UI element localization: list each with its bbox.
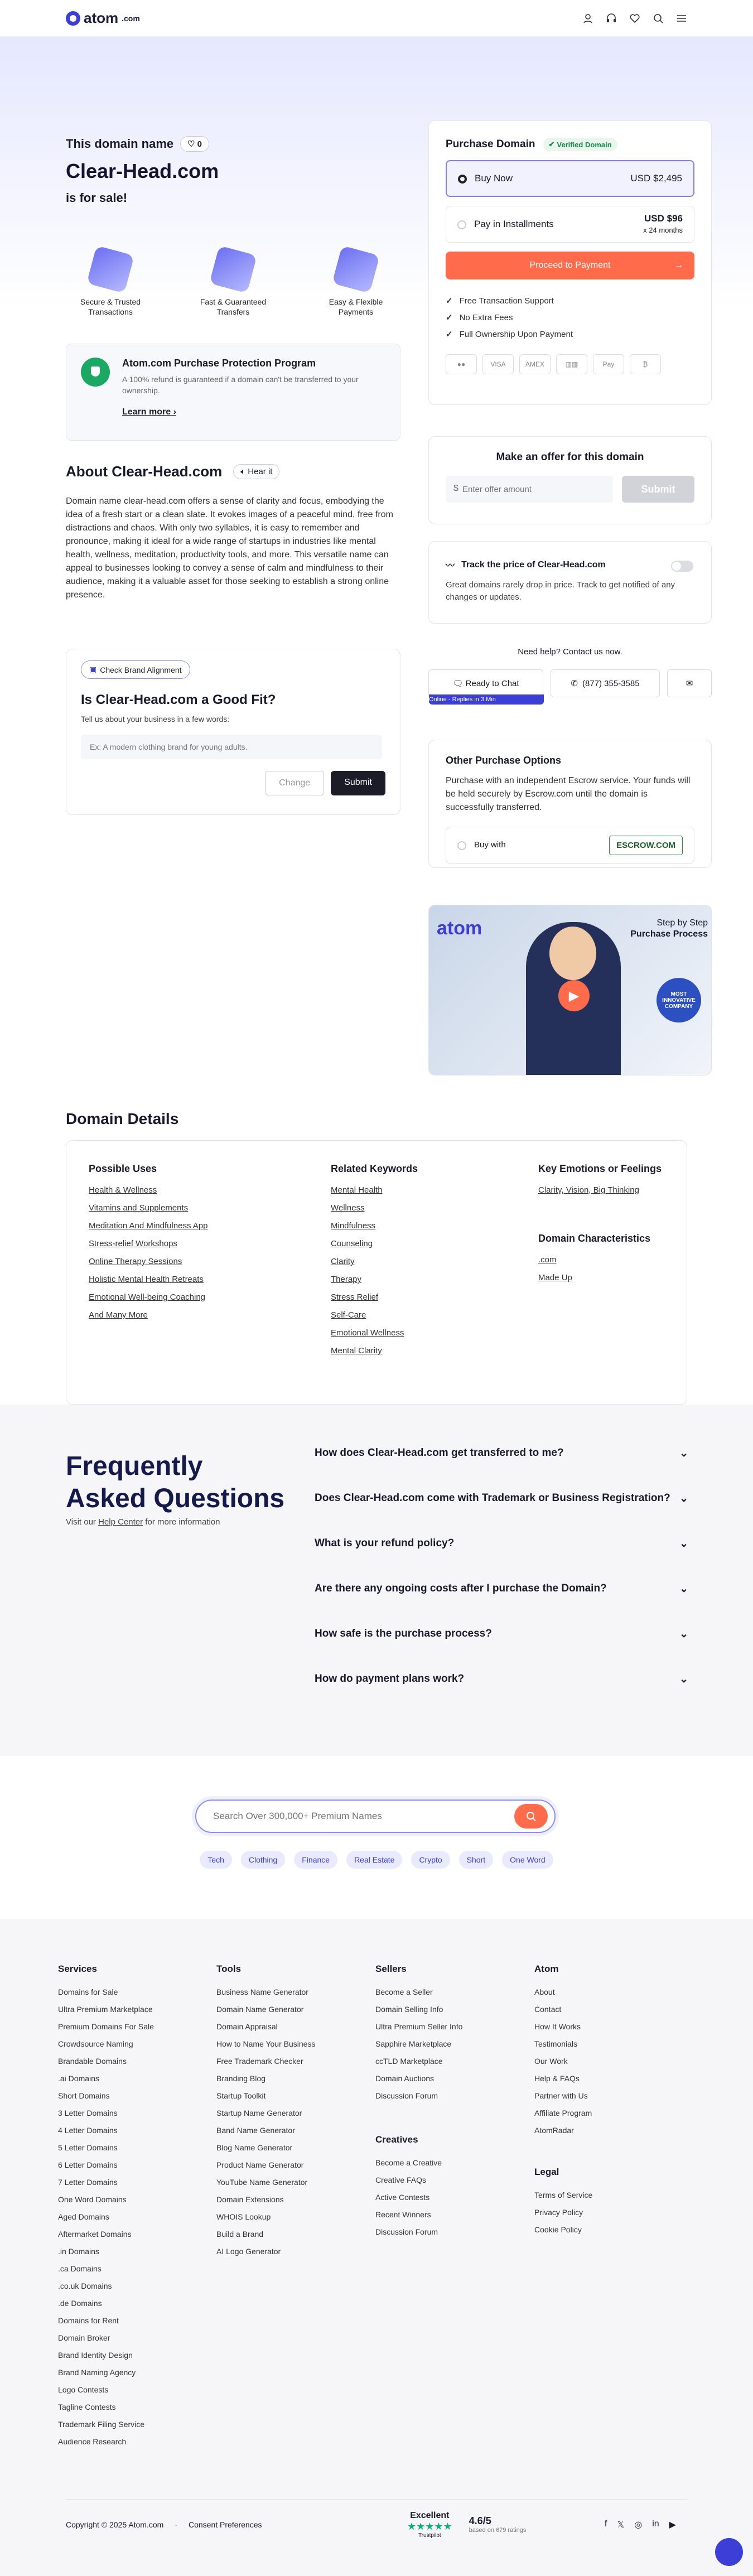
search-icon[interactable]	[653, 13, 664, 24]
keyword-link[interactable]: Wellness	[331, 1203, 365, 1213]
use-link[interactable]: Online Therapy Sessions	[89, 1257, 182, 1266]
footer-link[interactable]: AtomRadar	[534, 2126, 574, 2135]
footer-link[interactable]: Domain Name Generator	[216, 2005, 304, 2014]
award-badge: MOST INNOVATIVE COMPANY	[657, 978, 701, 1022]
use-link[interactable]: Emotional Well-being Coaching	[89, 1292, 206, 1302]
footer-link[interactable]: Cookie Policy	[534, 2225, 582, 2234]
footer-link[interactable]: Premium Domains For Sale	[58, 2022, 154, 2031]
use-link[interactable]: Health & Wellness	[89, 1185, 157, 1195]
footer-legal: Legal Terms of Service Privacy Policy Cookie Policy	[534, 2167, 679, 2239]
footer-link[interactable]: Domains for Rent	[58, 2316, 119, 2325]
user-icon[interactable]	[582, 13, 593, 24]
feature-payments: Easy & Flexible Payments	[311, 250, 400, 317]
submit-button[interactable]: Submit	[331, 771, 385, 795]
chip[interactable]: Finance	[294, 1851, 337, 1869]
footer-link[interactable]: Product Name Generator	[216, 2160, 304, 2169]
apple-pay-icon: Pay	[593, 354, 624, 374]
chip[interactable]: One Word	[502, 1851, 553, 1869]
purchase-card	[428, 120, 712, 405]
heart-icon: ♡	[187, 139, 195, 149]
footer-services: Services Domains for Sale Ultra Premium Marketplace Premium Domains For Sale Crowdsource Naming Brandable Domains .ai Domains Short Domains 3 Letter Domains 4 Letter Domains 5 Letter Domains 6 Letter Domains 7 Letter Domains One Word Domains Aged Domains Aftermarket Domains .in Domains .ca Domains .co.uk Domains .de Domains Domains for Rent Domain Broker Brand Identity Design Brand Naming Agency Logo Contests Tagline Contests Trademark Filing Service Audience Research	[58, 1964, 203, 2450]
footer-link[interactable]: .de Domains	[58, 2299, 102, 2308]
installments-option[interactable]: Pay in Installments USD $96 x 24 months	[446, 206, 694, 243]
faq-subtitle: Visit our Help Center for more information	[66, 1517, 220, 1527]
help-text: Need help? Contact us now.	[518, 647, 622, 657]
footer-sellers: Sellers Become a Seller Domain Selling Info Ultra Premium Seller Info Sapphire Marketplace ccTLD Marketplace Domain Auctions Discussion Forum	[375, 1964, 520, 2105]
protection-program	[66, 344, 400, 441]
footer-link[interactable]: Brandable Domains	[58, 2057, 127, 2066]
footer-link[interactable]: Become a Creative	[375, 2158, 442, 2167]
for-sale-label: is for sale!	[66, 191, 128, 205]
track-card: 〰 Track the price of Clear-Head.com Great domains rarely drop in price. Track to get notified of any changes or updates.	[428, 541, 712, 624]
emotion-link[interactable]: Clarity, Vision, Big Thinking	[538, 1185, 639, 1195]
footer-link[interactable]: Active Contests	[375, 2193, 430, 2202]
fit-question: Tell us about your business in a few words:	[81, 715, 230, 723]
footer-link[interactable]: How It Works	[534, 2022, 581, 2031]
feature-fast: Fast & Guaranteed Transfers	[189, 250, 278, 317]
chat-widget-button[interactable]	[715, 2538, 743, 2566]
keyword-link[interactable]: Clarity	[331, 1257, 355, 1266]
hero-left	[66, 136, 400, 317]
char-link[interactable]: .com	[538, 1255, 557, 1265]
footer-link[interactable]: Logo Contests	[58, 2385, 109, 2394]
keyword-link[interactable]: Mental Health	[331, 1185, 383, 1195]
footer-link[interactable]: Testimonials	[534, 2039, 578, 2048]
footer-link[interactable]: 3 Letter Domains	[58, 2109, 118, 2117]
footer-link[interactable]: ccTLD Marketplace	[375, 2057, 443, 2066]
domain-search-input[interactable]	[213, 1811, 492, 1822]
char-link[interactable]: Made Up	[538, 1273, 572, 1282]
transfer-icon	[209, 245, 257, 293]
escrow-logo: ESCROW.COM	[609, 836, 683, 855]
verified-icon: ✔	[548, 140, 555, 148]
footer-link[interactable]: 5 Letter Domains	[58, 2143, 118, 2152]
chat-button[interactable]: 🗨︎ Ready to Chat Online - Replies in 3 Min	[428, 669, 543, 697]
faq-item[interactable]: What is your refund policy? ⌄	[315, 1537, 688, 1550]
phone-button[interactable]: ✆ (877) 355-3585	[551, 669, 660, 697]
footer-link[interactable]: Help & FAQs	[534, 2074, 580, 2083]
footer-link[interactable]: 7 Letter Domains	[58, 2178, 118, 2187]
footer-link[interactable]: Creative FAQs	[375, 2175, 427, 2184]
footer-link[interactable]: .co.uk Domains	[58, 2281, 112, 2290]
other-options-card	[428, 740, 712, 868]
offer-submit-button[interactable]: Submit	[622, 476, 694, 503]
domain-details-card	[66, 1140, 687, 1405]
search-chips	[0, 1851, 753, 1869]
instagram-icon[interactable]: ◎	[634, 2520, 643, 2530]
footer-link[interactable]: AI Logo Generator	[216, 2247, 281, 2256]
domain-title: Clear-Head.com	[66, 160, 219, 182]
other-text: Purchase with an independent Escrow service. Your funds will be held securely by Escrow.com until the domain is successfully transferred.	[446, 776, 691, 812]
footer-link[interactable]: Aftermarket Domains	[58, 2230, 132, 2239]
amex-icon: AMEX	[519, 354, 551, 374]
keyword-link[interactable]: Emotional Wellness	[331, 1328, 404, 1338]
footer-link[interactable]: Domain Broker	[58, 2333, 110, 2342]
buy-price: USD $2,495	[630, 173, 682, 184]
headset-icon[interactable]	[606, 13, 617, 24]
faq-item[interactable]: Are there any ongoing costs after I purchase the Domain? ⌄	[315, 1583, 688, 1595]
footer-link[interactable]: Brand Identity Design	[58, 2351, 133, 2360]
footer-link[interactable]: Domain Extensions	[216, 2195, 284, 2204]
use-link[interactable]: Stress-relief Workshops	[89, 1239, 177, 1248]
footer-link[interactable]: Privacy Policy	[534, 2208, 583, 2217]
chat-icon: 🗨︎	[452, 679, 464, 688]
offer-title: Make an offer for this domain	[496, 451, 644, 463]
protection-text: A 100% refund is guaranteed if a domain can't be transferred to your ownership.	[122, 375, 359, 395]
footer-link[interactable]: Discussion Forum	[375, 2091, 438, 2100]
learn-more-link[interactable]: Learn more ›	[122, 407, 176, 417]
mail-icon: ✉	[686, 679, 693, 688]
footer-link[interactable]: Discussion Forum	[375, 2227, 438, 2236]
footer-link[interactable]: Domain Selling Info	[375, 2005, 443, 2014]
possible-uses-column: Possible Uses Health & Wellness Vitamins and Supplements Meditation And Mindfulness App Stress-relief Workshops Online Therapy Sessions Holistic Mental Health Retreats Emotional Well-being Coaching And Many More	[89, 1163, 234, 1324]
footer-link[interactable]: Trademark Filing Service	[58, 2420, 145, 2429]
footer-link[interactable]: Partner with Us	[534, 2091, 588, 2100]
card-icon	[332, 245, 380, 293]
keyword-link[interactable]: Self-Care	[331, 1310, 366, 1320]
keywords-column: Related Keywords Mental Health Wellness Mindfulness Counseling Clarity Therapy Stress Relief Self-Care Emotional Wellness Mental Clarity	[331, 1163, 498, 1360]
change-button[interactable]: Change	[265, 771, 324, 795]
keyword-link[interactable]: Counseling	[331, 1239, 373, 1248]
footer-link[interactable]: 4 Letter Domains	[58, 2126, 118, 2135]
speaker-icon: 🔈︎	[240, 467, 246, 476]
chevron-down-icon: ⌄	[679, 1673, 688, 1685]
footer-link[interactable]: Contact	[534, 2005, 562, 2014]
footer-link[interactable]: Domain Auctions	[375, 2074, 435, 2083]
facebook-icon[interactable]: f	[604, 2519, 607, 2529]
shield-icon	[81, 358, 110, 387]
stars-icon: ★★★★★	[407, 2520, 452, 2532]
this-domain-label: This domain name	[66, 137, 174, 151]
footer-link[interactable]: Short Domains	[58, 2091, 110, 2100]
shield-check-icon	[86, 245, 134, 293]
menu-icon[interactable]	[676, 13, 687, 24]
footer-link[interactable]: .ai Domains	[58, 2074, 99, 2083]
track-text: Great domains rarely drop in price. Track to get notified of any changes or updates.	[446, 580, 675, 602]
chip[interactable]: Tech	[200, 1851, 232, 1869]
email-button[interactable]	[667, 669, 712, 697]
arrow-right-icon: →	[674, 261, 683, 270]
footer-link[interactable]: How to Name Your Business	[216, 2039, 316, 2048]
keyword-link[interactable]: Therapy	[331, 1275, 362, 1284]
about-section	[66, 463, 400, 602]
chevron-down-icon: ⌄	[679, 1628, 688, 1640]
mastercard-icon: ●●	[446, 354, 477, 374]
footer-link[interactable]: Brand Naming Agency	[58, 2368, 136, 2377]
footer-link[interactable]: Become a Seller	[375, 1988, 433, 1996]
check-brand-button[interactable]: ▣ Check Brand Alignment	[81, 660, 190, 679]
bitcoin-icon: ₿	[630, 354, 661, 374]
protection-title: Atom.com Purchase Protection Program	[122, 358, 316, 369]
keyword-link[interactable]: Stress Relief	[331, 1292, 379, 1302]
about-text: Domain name clear-head.com offers a sense of clarity and focus, embodying the idea of a fresh start or a clean slate. It evokes images of a peaceful mind, free from distractions and chaos. With only two syllables, it is easy to remember and pronounce, making it ideal for a wide range of startups in industries like mental health, wellness, meditation, productivity tools, and more. This versatile name can appeal to businesses looking to convey a sense of calm and mindfulness to their audience, making it a valuable asset for those seeking to establish a strong online presence.	[66, 496, 393, 600]
search-button[interactable]	[514, 1804, 548, 1829]
footer-link[interactable]: Blog Name Generator	[216, 2143, 293, 2152]
video-brand: atom	[437, 918, 482, 939]
footer-link[interactable]: .in Domains	[58, 2247, 99, 2256]
footer-link[interactable]: Build a Brand	[216, 2230, 264, 2239]
fit-title: Is Clear-Head.com a Good Fit?	[81, 692, 276, 707]
footer-link[interactable]: Audience Research	[58, 2437, 127, 2446]
faq-item[interactable]: How does Clear-Head.com get transferred to me? ⌄	[315, 1447, 688, 1459]
faq-item[interactable]: Does Clear-Head.com come with Trademark or Business Registration? ⌄	[315, 1492, 688, 1504]
chip[interactable]: Clothing	[241, 1851, 285, 1869]
faq-item[interactable]: How do payment plans work? ⌄	[315, 1673, 688, 1685]
trend-icon: 〰	[446, 561, 455, 571]
footer-link[interactable]: Ultra Premium Seller Info	[375, 2022, 463, 2031]
consent-link[interactable]: Consent Preferences	[188, 2520, 262, 2529]
contact-buttons	[428, 669, 712, 703]
offer-card: Make an offer for this domain $ Enter offer amount Submit	[428, 436, 712, 524]
chip[interactable]: Crypto	[411, 1851, 450, 1869]
footer-bottom: Copyright © 2025 Atom.com · Consent Preferences Excellent ★★★★★ Trustpilot 4.6/5 based on 679 ratings f 𝕏 ◎ in ▶	[66, 2499, 687, 2549]
footer-creatives: Creatives Become a Creative Creative FAQs Active Contests Recent Winners Discussion Forum	[375, 2134, 520, 2241]
use-link[interactable]: Vitamins and Supplements	[89, 1203, 189, 1213]
footer-link[interactable]: Sapphire Marketplace	[375, 2039, 452, 2048]
linkedin-icon[interactable]: in	[652, 2519, 659, 2529]
footer-link[interactable]: Recent Winners	[375, 2210, 431, 2219]
trustpilot-badge[interactable]: Excellent ★★★★★ Trustpilot	[407, 2510, 452, 2539]
footer-link[interactable]: Aged Domains	[58, 2212, 109, 2221]
footer-link[interactable]: Free Trademark Checker	[216, 2057, 303, 2066]
track-toggle[interactable]	[671, 561, 693, 572]
phone-icon: ✆	[571, 679, 578, 688]
business-input[interactable]	[81, 735, 382, 759]
help-center-link[interactable]: Help Center	[98, 1517, 143, 1527]
footer-link[interactable]: Domain Appraisal	[216, 2022, 278, 2031]
keyword-link[interactable]: Mindfulness	[331, 1221, 376, 1231]
hear-it-button[interactable]: 🔈︎ Hear it	[233, 464, 279, 479]
youtube-icon[interactable]: ▶	[669, 2520, 676, 2530]
play-icon[interactable]: ▶	[558, 980, 590, 1011]
domain-search-bar	[195, 1800, 556, 1833]
payment-methods	[446, 354, 694, 374]
verified-badge: ✔ Verified Domain	[543, 138, 617, 151]
other-title: Other Purchase Options	[446, 755, 562, 766]
wire-icon: ▥▥	[556, 354, 587, 374]
search-icon	[525, 1811, 537, 1822]
use-link[interactable]: Meditation And Mindfulness App	[89, 1221, 208, 1231]
chevron-down-icon: ⌄	[679, 1493, 688, 1504]
footer-atom: Atom About Contact How It Works Testimonials Our Work Help & FAQs Partner with Us Affiliate Program AtomRadar	[534, 1964, 679, 2139]
about-title: About Clear-Head.com	[66, 463, 223, 480]
footer-link[interactable]: Crowdsource Naming	[58, 2039, 133, 2048]
footer-link[interactable]: Terms of Service	[534, 2191, 593, 2199]
purchase-video[interactable]: atom Step by Step Purchase Process ▶ MOST INNOVATIVE COMPANY	[428, 905, 712, 1075]
header	[0, 0, 753, 37]
chevron-down-icon: ⌄	[679, 1583, 688, 1595]
faq-item[interactable]: How safe is the purchase process? ⌄	[315, 1628, 688, 1640]
chevron-down-icon: ⌄	[679, 1538, 688, 1550]
footer-link[interactable]: Band Name Generator	[216, 2126, 295, 2135]
chip[interactable]: Real Estate	[346, 1851, 402, 1869]
footer-link[interactable]: WHOIS Lookup	[216, 2212, 271, 2221]
footer-tools: Tools Business Name Generator Domain Name Generator Domain Appraisal How to Name Your Business Free Trademark Checker Branding Blog Startup Toolkit Startup Name Generator Band Name Generator Blog Name Generator Product Name Generator YouTube Name Generator Domain Extensions WHOIS Lookup Build a Brand AI Logo Generator	[216, 1964, 361, 2260]
buy-now-option[interactable]: Buy Now USD $2,495	[446, 160, 694, 197]
heart-icon[interactable]	[629, 13, 640, 24]
faq-title: Frequently Asked Questions	[66, 1451, 285, 1513]
footer-link[interactable]: Affiliate Program	[534, 2109, 592, 2117]
use-link[interactable]: And Many More	[89, 1310, 148, 1320]
like-button[interactable]: ♡ 0	[180, 136, 209, 152]
escrow-option[interactable]: Buy with ESCROW.COM	[446, 827, 694, 864]
footer-link[interactable]: Domains for Sale	[58, 1988, 118, 1996]
keyword-link[interactable]: Mental Clarity	[331, 1346, 382, 1355]
purchase-title: Purchase Domain	[446, 138, 535, 150]
brand-fit-card	[66, 649, 400, 815]
purchase-checks: ✓ Free Transaction Support ✓ No Extra Fees ✓ Full Ownership Upon Payment	[446, 293, 694, 343]
chevron-down-icon: ⌄	[679, 1448, 688, 1459]
proceed-button[interactable]: Proceed to Payment →	[446, 252, 694, 279]
footer-link[interactable]: YouTube Name Generator	[216, 2178, 308, 2187]
footer-link[interactable]: About	[534, 1988, 555, 1996]
footer-link[interactable]: One Word Domains	[58, 2195, 127, 2204]
x-icon[interactable]: 𝕏	[617, 2520, 625, 2530]
offer-input[interactable]	[446, 476, 613, 503]
copyright: Copyright © 2025 Atom.com	[66, 2520, 164, 2529]
footer-link[interactable]: Startup Toolkit	[216, 2091, 266, 2100]
footer-link[interactable]: Ultra Premium Marketplace	[58, 2005, 153, 2014]
use-link[interactable]: Holistic Mental Health Retreats	[89, 1275, 204, 1284]
visa-icon: VISA	[482, 354, 514, 374]
footer-link[interactable]: Startup Name Generator	[216, 2109, 302, 2117]
atom-logo[interactable]: atom .com	[66, 9, 140, 27]
footer-link[interactable]: Business Name Generator	[216, 1988, 308, 1996]
footer-link[interactable]: .ca Domains	[58, 2264, 102, 2273]
footer-link[interactable]: Branding Blog	[216, 2074, 266, 2083]
feature-secure: Secure & Trusted Transactions	[66, 250, 155, 317]
footer-link[interactable]: Tagline Contests	[58, 2403, 116, 2411]
check-icon: ▣	[89, 665, 97, 674]
chip[interactable]: Short	[459, 1851, 493, 1869]
footer-link[interactable]: 6 Letter Domains	[58, 2160, 118, 2169]
emotions-column: Key Emotions or Feelings Clarity, Vision, Big Thinking Domain Characteristics .com Made Up	[538, 1163, 667, 1287]
details-title: Domain Details	[66, 1110, 179, 1127]
footer-link[interactable]: Our Work	[534, 2057, 568, 2066]
